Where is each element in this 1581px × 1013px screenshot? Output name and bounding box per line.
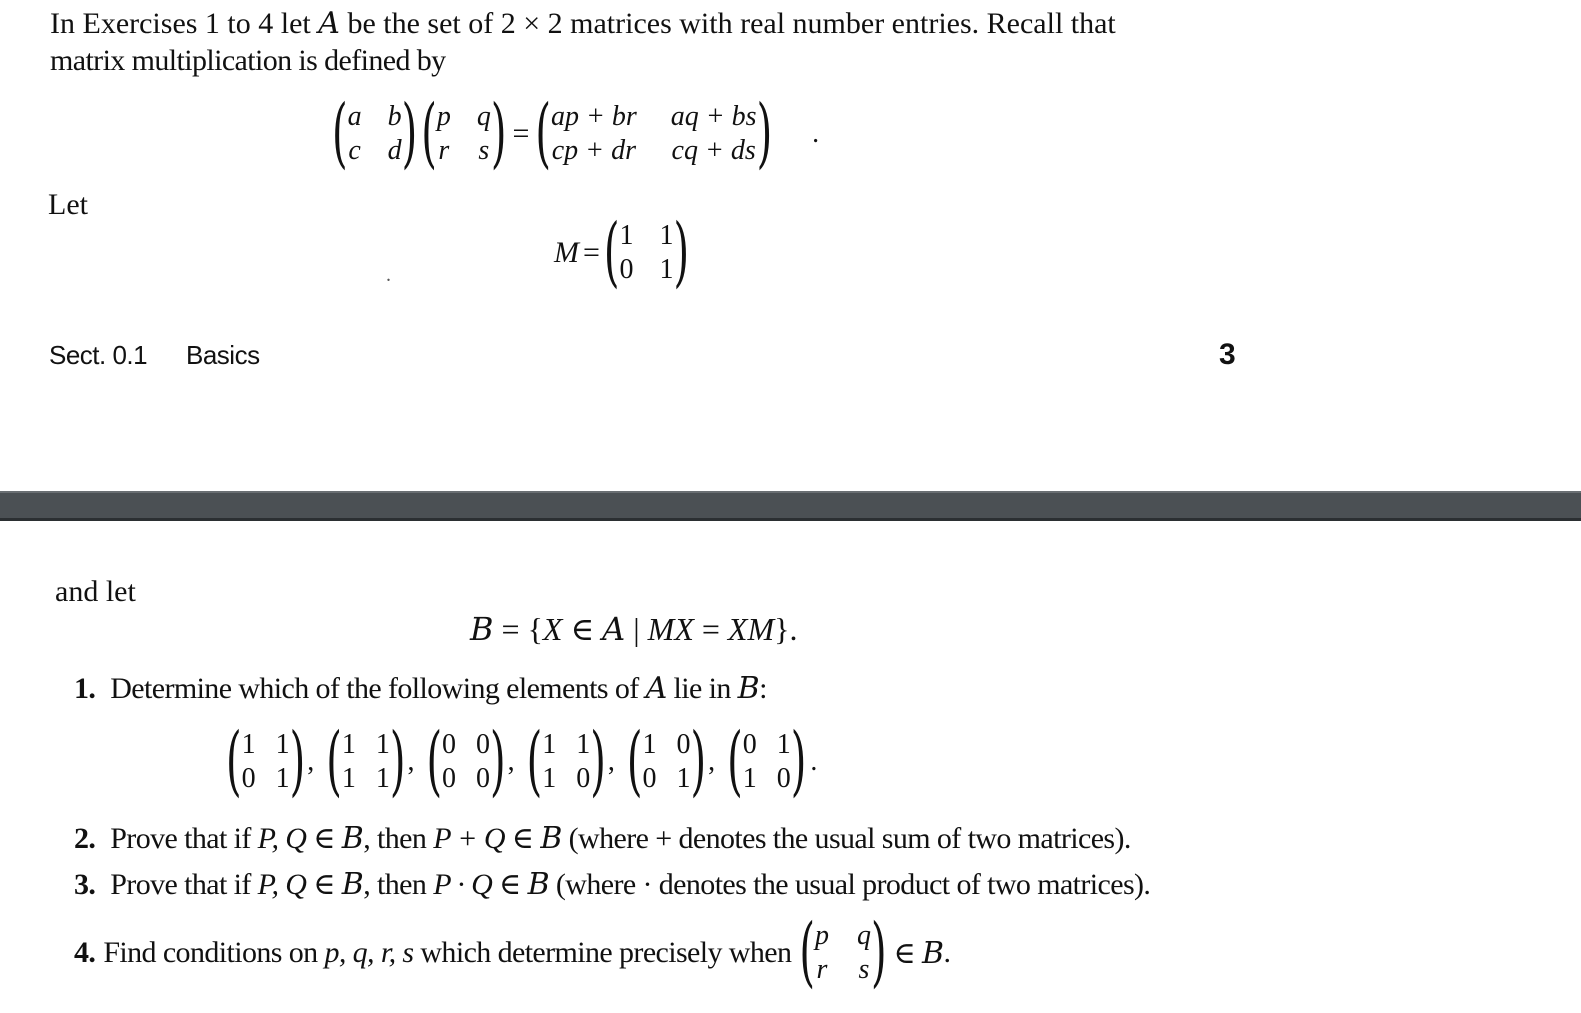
candidate-matrix — [226, 718, 306, 806]
matrix-cell: r — [438, 135, 450, 166]
left-paren: ( — [526, 718, 543, 806]
matrix-cell: 1 — [619, 220, 634, 251]
intro-line-2 — [50, 43, 446, 79]
b-def-text: = { — [493, 611, 543, 647]
matrix-cell: 1 — [375, 729, 390, 760]
set-b-symbol: B — [341, 867, 364, 902]
candidate-matrix — [326, 718, 406, 806]
exercise-2 — [74, 821, 1131, 857]
left-paren: ( — [535, 90, 551, 178]
set-b-symbol: B — [341, 821, 364, 856]
matrix-cell: q — [857, 920, 871, 951]
right-paren: ) — [690, 718, 707, 806]
exercise-text: which determine precisely when — [413, 936, 792, 969]
comma: , — [708, 746, 716, 777]
mx-term: MX — [647, 611, 694, 647]
in-symbol: ∈ — [504, 822, 541, 855]
right-paren: ) — [389, 718, 406, 806]
stray-dot: . — [386, 264, 391, 286]
comma: , — [407, 746, 415, 777]
exercise-text: lie in — [666, 672, 738, 705]
set-b-symbol: B — [922, 935, 944, 971]
matrix-cell: q — [476, 101, 491, 132]
matrix-cell: 1 — [742, 763, 757, 794]
exercise-1 — [74, 671, 767, 707]
matrix-pqrs — [421, 90, 507, 178]
multiplication-equation — [332, 92, 819, 176]
intro-line-1 — [50, 6, 1116, 42]
matrix-cell: 0 — [241, 763, 256, 794]
exercise-text: (where + denotes the usual sum of two matrices). — [561, 822, 1131, 855]
exercise-text: , then — [363, 822, 434, 855]
matrix-cell: 1 — [375, 763, 390, 794]
matrix-cell: d — [387, 135, 402, 166]
matrix-cell: b — [387, 101, 402, 132]
candidate-matrix — [526, 718, 606, 806]
matrix-cell: 1 — [341, 729, 356, 760]
matrix-cell: 1 — [542, 729, 557, 760]
left-paren: ( — [426, 718, 443, 806]
comma: , — [607, 746, 615, 777]
intro-text-b: be the set of 2 × 2 matrices with real number entries. Recall that — [339, 7, 1116, 40]
vars: P, Q — [257, 822, 307, 855]
matrix-cell: ap + br — [550, 101, 637, 132]
matrix-cell: p — [436, 101, 451, 132]
matrix-cell: 1 — [776, 729, 791, 760]
exercise-text: (where · denotes the usual product of two matrices). — [549, 868, 1151, 901]
b-def-close: }. — [774, 611, 798, 647]
matrix-cell: 1 — [275, 763, 290, 794]
matrix-cell: 1 — [241, 729, 256, 760]
exercise-text: : — [759, 672, 767, 705]
right-paren: ) — [756, 90, 773, 178]
equals-sign: = — [693, 611, 728, 647]
candidate-matrix — [426, 718, 506, 806]
bar-symbol: | — [625, 611, 648, 647]
exercise-text: Prove that if — [110, 868, 258, 901]
matrix-cell: cq + ds — [671, 135, 756, 166]
section-label: Sect. 0.1 — [49, 340, 148, 370]
equation-period: . — [812, 118, 820, 149]
exercise-text: Determine which of the following elements of — [110, 672, 646, 705]
matrix-product — [535, 90, 773, 178]
intro-text-a: In Exercises 1 to 4 let — [50, 7, 319, 40]
section-title: Basics — [186, 340, 260, 370]
right-paren: ) — [490, 90, 507, 178]
matrix-cell: 1 — [341, 763, 356, 794]
equals-sign: = — [583, 236, 600, 269]
exercise-text: , then — [363, 868, 434, 901]
right-paren: ) — [673, 209, 690, 297]
m-symbol: M — [554, 236, 579, 269]
matrix-pqrs — [799, 909, 887, 997]
left-paren: ( — [799, 909, 815, 997]
exercise-text: Find conditions on — [103, 936, 325, 969]
intro-text-2: matrix multiplication is defined by — [50, 44, 446, 77]
matrix-cell: 1 — [642, 729, 657, 760]
left-paren: ( — [326, 718, 342, 806]
matrix-cell: 1 — [576, 729, 591, 760]
right-paren: ) — [490, 718, 506, 806]
page-number: 3 — [1219, 338, 1236, 371]
exercise-number: 3. — [74, 868, 96, 901]
left-paren: ( — [332, 90, 348, 178]
exercise-number: 1. — [74, 672, 96, 705]
matrix-cell: 1 — [659, 254, 674, 285]
matrix-cell: 0 — [619, 254, 634, 285]
matrix-abcd — [332, 90, 418, 178]
matrix-cell: cp + dr — [551, 135, 636, 166]
left-paren: ( — [226, 718, 242, 806]
matrix-cell: 0 — [442, 763, 457, 794]
matrix-cell: 1 — [275, 729, 290, 760]
matrix-cell: 1 — [659, 220, 674, 251]
let-label: Let — [48, 188, 88, 221]
matrix-cell: 0 — [742, 729, 757, 760]
matrix-cell: 0 — [476, 763, 491, 794]
product-expr: P · Q — [433, 868, 493, 901]
matrix-cell: c — [348, 135, 361, 166]
matrix-cell: 0 — [642, 763, 657, 794]
comma: , — [307, 746, 315, 777]
left-paren: ( — [626, 718, 643, 806]
matrix-cell: 1 — [542, 763, 557, 794]
sum-expr: P + Q — [433, 822, 505, 855]
exercise-number: 2. — [74, 822, 96, 855]
right-paren: ) — [790, 718, 807, 806]
set-a-symbol: A — [318, 6, 340, 41]
matrix-cell: 0 — [476, 729, 491, 760]
matrix-cell: 0 — [776, 763, 791, 794]
left-paren: ( — [421, 90, 437, 178]
matrix-cell: a — [347, 101, 362, 132]
page-separator — [0, 491, 1581, 521]
exercise-4 — [74, 911, 950, 995]
set-a-symbol: A — [602, 610, 626, 648]
in-symbol: ∈ — [562, 611, 603, 647]
matrix-cell: 1 — [676, 763, 691, 794]
m-definition — [554, 209, 690, 297]
comma: , — [507, 746, 515, 777]
right-paren: ) — [289, 718, 306, 806]
matrix-cell: 0 — [676, 729, 691, 760]
in-symbol: ∈ — [306, 822, 342, 855]
in-symbol: ∈ — [306, 868, 342, 901]
x-symbol: X — [542, 611, 563, 647]
right-paren: ) — [871, 909, 887, 997]
set-a-symbol: A — [645, 671, 667, 706]
in-symbol: ∈ — [886, 936, 923, 970]
left-paren: ( — [603, 209, 620, 297]
set-b-symbol: B — [737, 671, 760, 706]
vars: p, q, r, s — [324, 936, 414, 969]
matrix-cell: p — [815, 920, 829, 951]
exercise-text: Prove that if — [110, 822, 258, 855]
set-b-symbol: B — [470, 610, 494, 648]
right-paren: ) — [401, 90, 418, 178]
and-let-label: and let — [55, 575, 136, 608]
matrix-cell: s — [478, 135, 490, 166]
matrix-cell: 0 — [442, 729, 457, 760]
matrix-cell: 0 — [576, 763, 591, 794]
matrix-cell: s — [858, 954, 870, 985]
period: . — [943, 936, 951, 969]
in-symbol: ∈ — [492, 868, 528, 901]
exercise-number: 4. — [74, 936, 96, 969]
exercise-3 — [74, 867, 1150, 903]
xm-term: XM — [727, 611, 775, 647]
candidate-matrix — [727, 718, 807, 806]
period: . — [810, 746, 818, 777]
matrix-cell: aq + bs — [670, 101, 757, 132]
equals-sign: = — [512, 117, 530, 150]
set-b-symbol: B — [540, 821, 562, 856]
b-definition — [470, 610, 797, 648]
matrix-cell: r — [816, 954, 828, 985]
right-paren: ) — [590, 718, 606, 806]
matrix-m — [603, 209, 690, 297]
set-b-symbol: B — [527, 867, 550, 902]
vars: P, Q — [257, 868, 307, 901]
left-paren: ( — [727, 718, 743, 806]
candidate-matrices — [226, 718, 818, 806]
candidate-matrix — [626, 718, 707, 806]
